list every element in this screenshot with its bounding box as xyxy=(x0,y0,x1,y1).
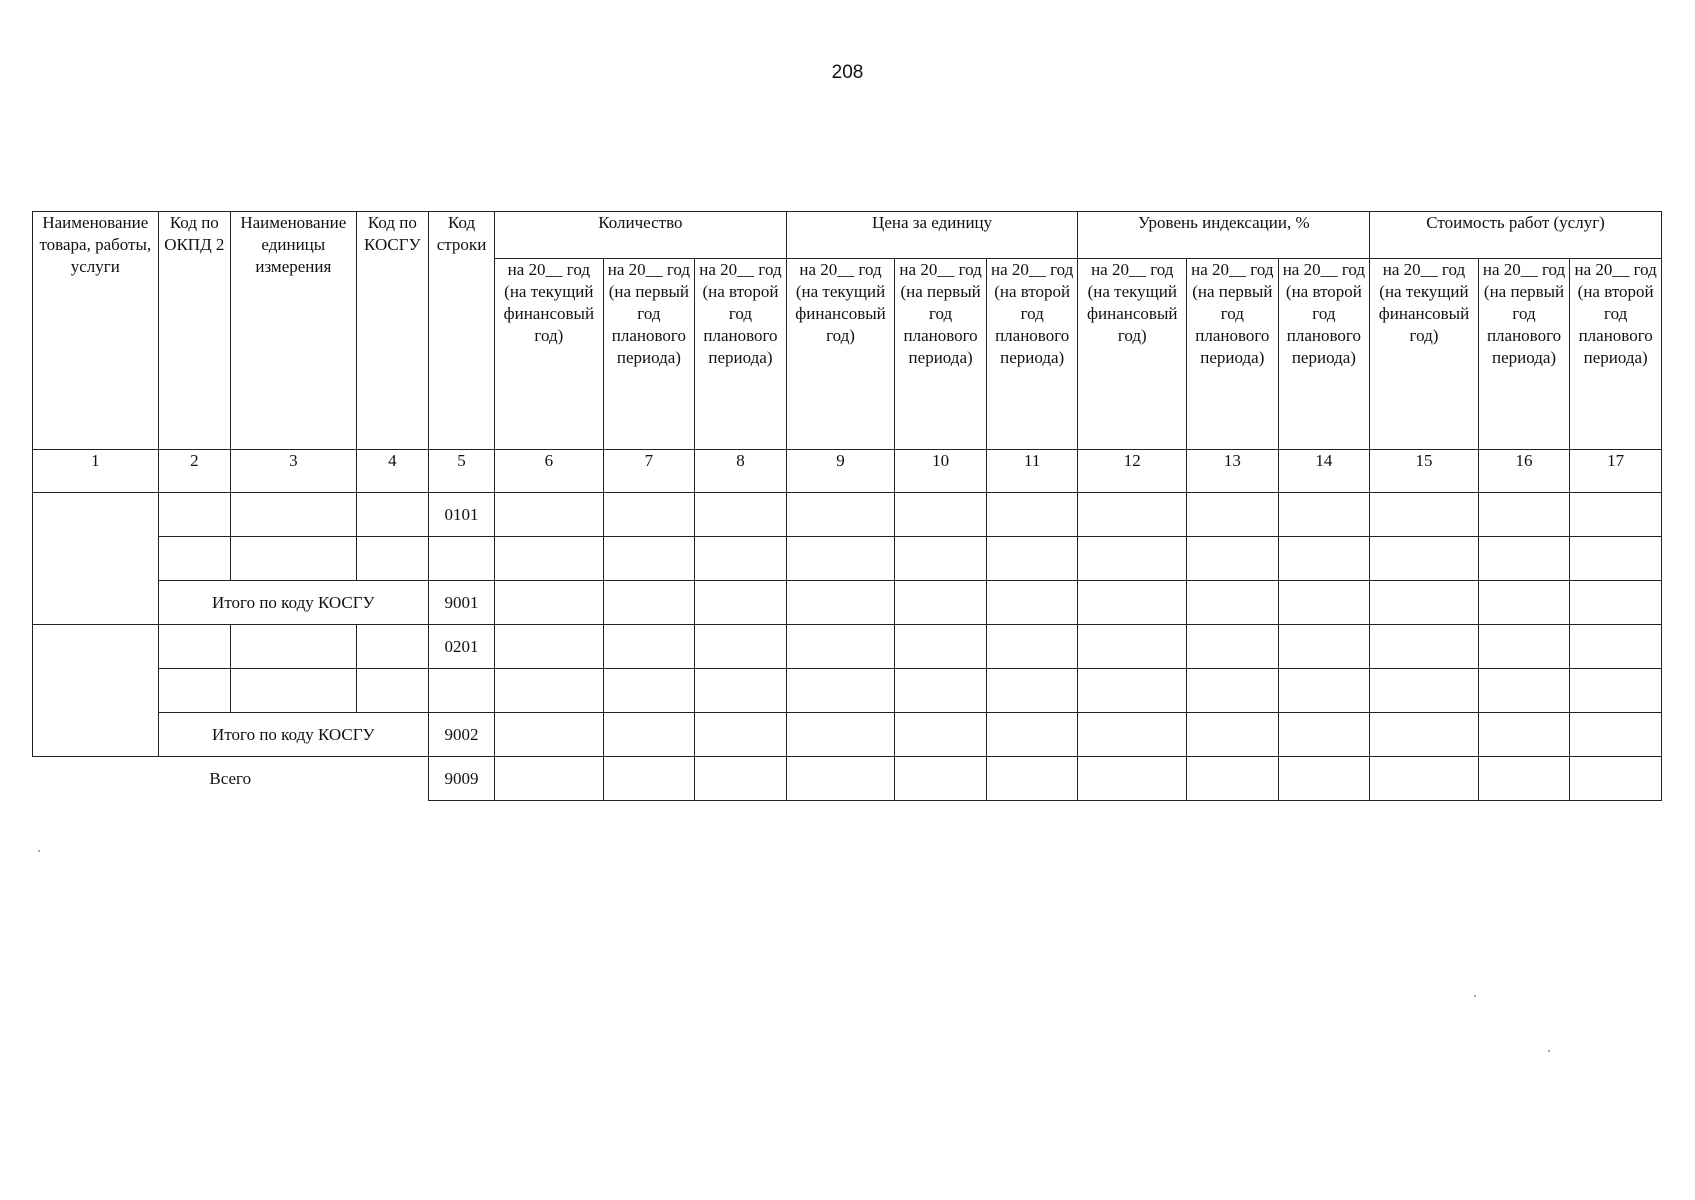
header-period-first: на 20__ год (на первый год планового периода) xyxy=(1478,259,1570,450)
header-name: Наименование товара, работы, услуги xyxy=(33,212,159,450)
value-cell xyxy=(1078,493,1187,537)
value-cell xyxy=(1570,493,1662,537)
value-cell xyxy=(1370,493,1479,537)
value-cell xyxy=(495,669,604,713)
value-cell xyxy=(695,625,787,669)
value-cell xyxy=(695,537,787,581)
row-code xyxy=(429,669,495,713)
unit-cell xyxy=(231,669,357,713)
header-row-code: Код строки xyxy=(429,212,495,450)
value-cell xyxy=(895,537,987,581)
row-code: 9001 xyxy=(429,581,495,625)
column-number: 17 xyxy=(1570,450,1662,493)
value-cell xyxy=(495,713,604,757)
unit-cell xyxy=(231,493,357,537)
value-cell xyxy=(1570,625,1662,669)
subtotal-label: Итого по коду КОСГУ xyxy=(158,713,428,757)
value-cell xyxy=(1078,625,1187,669)
value-cell xyxy=(1187,713,1279,757)
table-row xyxy=(33,669,1662,713)
value-cell xyxy=(603,625,695,669)
column-number: 4 xyxy=(356,450,428,493)
column-number: 13 xyxy=(1187,450,1279,493)
value-cell xyxy=(695,757,787,801)
row-code: 9009 xyxy=(429,757,495,801)
header-unit: Наименование единицы измерения xyxy=(231,212,357,450)
grand-total-row xyxy=(33,757,1662,801)
value-cell xyxy=(895,625,987,669)
value-cell xyxy=(986,713,1078,757)
column-number: 3 xyxy=(231,450,357,493)
value-cell xyxy=(495,757,604,801)
value-cell xyxy=(1570,713,1662,757)
header-period-second: на 20__ год (на второй год планового периода) xyxy=(695,259,787,450)
value-cell xyxy=(1478,581,1570,625)
value-cell xyxy=(1370,713,1479,757)
value-cell xyxy=(1278,581,1370,625)
subtotal-row xyxy=(33,713,1662,757)
value-cell xyxy=(695,713,787,757)
value-cell xyxy=(1187,757,1279,801)
column-number: 11 xyxy=(986,450,1078,493)
column-number: 6 xyxy=(495,450,604,493)
value-cell xyxy=(495,537,604,581)
row-code: 9002 xyxy=(429,713,495,757)
okpd2-cell xyxy=(158,493,230,537)
column-number: 8 xyxy=(695,450,787,493)
grand-total-label: Всего xyxy=(209,768,252,788)
column-number: 2 xyxy=(158,450,230,493)
value-cell xyxy=(986,537,1078,581)
value-cell xyxy=(1187,625,1279,669)
header-period-current: на 20__ год (на текущий финансовый год) xyxy=(1370,259,1479,450)
value-cell xyxy=(895,581,987,625)
value-cell xyxy=(1278,493,1370,537)
header-period-current: на 20__ год (на текущий финансовый год) xyxy=(1078,259,1187,450)
okpd2-cell xyxy=(158,669,230,713)
table-row xyxy=(33,537,1662,581)
value-cell xyxy=(1078,581,1187,625)
value-cell xyxy=(1278,625,1370,669)
value-cell xyxy=(786,493,895,537)
value-cell xyxy=(1478,625,1570,669)
value-cell xyxy=(1078,669,1187,713)
column-number: 12 xyxy=(1078,450,1187,493)
value-cell xyxy=(786,537,895,581)
value-cell xyxy=(1078,537,1187,581)
item-name-cell xyxy=(33,493,159,625)
scan-speck xyxy=(38,850,40,852)
value-cell xyxy=(786,581,895,625)
header-period-first: на 20__ год (на первый год планового периода) xyxy=(603,259,695,450)
value-cell xyxy=(1478,757,1570,801)
header-okpd2: Код по ОКПД 2 xyxy=(158,212,230,450)
value-cell xyxy=(1078,713,1187,757)
item-name-cell xyxy=(33,625,159,757)
column-numbers-row xyxy=(33,450,1662,493)
value-cell xyxy=(1370,581,1479,625)
value-cell xyxy=(1478,713,1570,757)
unit-cell xyxy=(231,625,357,669)
value-cell xyxy=(1187,537,1279,581)
header-row-groups xyxy=(33,212,1662,259)
header-period-second: на 20__ год (на второй год планового периода) xyxy=(1570,259,1662,450)
kosgu-cell xyxy=(356,493,428,537)
column-number: 15 xyxy=(1370,450,1479,493)
value-cell xyxy=(1278,757,1370,801)
value-cell xyxy=(603,713,695,757)
value-cell xyxy=(1370,537,1479,581)
column-number: 7 xyxy=(603,450,695,493)
value-cell xyxy=(986,581,1078,625)
value-cell xyxy=(495,493,604,537)
value-cell xyxy=(603,537,695,581)
column-number: 1 xyxy=(33,450,159,493)
unit-cell xyxy=(231,537,357,581)
value-cell xyxy=(1370,625,1479,669)
header-period-first: на 20__ год (на первый год планового периода) xyxy=(1187,259,1279,450)
subtotal-label: Итого по коду КОСГУ xyxy=(158,581,428,625)
value-cell xyxy=(1078,757,1187,801)
scan-speck xyxy=(1474,995,1476,997)
value-cell xyxy=(895,713,987,757)
kosgu-cell xyxy=(356,537,428,581)
value-cell xyxy=(1370,757,1479,801)
value-cell xyxy=(986,757,1078,801)
header-group-cost: Стоимость работ (услуг) xyxy=(1370,212,1662,259)
value-cell xyxy=(895,493,987,537)
value-cell xyxy=(786,713,895,757)
value-cell xyxy=(1478,537,1570,581)
value-cell xyxy=(495,581,604,625)
header-period-current: на 20__ год (на текущий финансовый год) xyxy=(495,259,604,450)
column-number: 10 xyxy=(895,450,987,493)
value-cell xyxy=(1570,581,1662,625)
kosgu-cell xyxy=(356,625,428,669)
header-period-second: на 20__ год (на второй год планового периода) xyxy=(1278,259,1370,450)
header-period-first: на 20__ год (на первый год планового периода) xyxy=(895,259,987,450)
column-number: 14 xyxy=(1278,450,1370,493)
header-kosgu: Код по КОСГУ xyxy=(356,212,428,450)
value-cell xyxy=(1278,713,1370,757)
column-number: 5 xyxy=(429,450,495,493)
value-cell xyxy=(1478,493,1570,537)
column-number: 9 xyxy=(786,450,895,493)
value-cell xyxy=(1187,581,1279,625)
table-row xyxy=(33,493,1662,537)
value-cell xyxy=(895,757,987,801)
subtotal-row xyxy=(33,581,1662,625)
row-code: 0101 xyxy=(429,493,495,537)
value-cell xyxy=(1187,493,1279,537)
value-cell xyxy=(986,493,1078,537)
page-number: 208 xyxy=(831,62,864,83)
value-cell xyxy=(603,581,695,625)
header-period-current: на 20__ год (на текущий финансовый год) xyxy=(786,259,895,450)
value-cell xyxy=(603,493,695,537)
row-code: 0201 xyxy=(429,625,495,669)
value-cell xyxy=(695,493,787,537)
header-period-second: на 20__ год (на второй год планового периода) xyxy=(986,259,1078,450)
value-cell xyxy=(495,625,604,669)
value-cell xyxy=(695,669,787,713)
value-cell xyxy=(603,757,695,801)
value-cell xyxy=(1478,669,1570,713)
value-cell xyxy=(695,581,787,625)
value-cell xyxy=(1278,669,1370,713)
value-cell xyxy=(786,757,895,801)
header-group-unit-price: Цена за единицу xyxy=(786,212,1078,259)
value-cell xyxy=(786,625,895,669)
row-code xyxy=(429,537,495,581)
header-group-quantity: Количество xyxy=(495,212,787,259)
value-cell xyxy=(986,669,1078,713)
value-cell xyxy=(1570,537,1662,581)
okpd2-cell xyxy=(158,537,230,581)
header-group-indexation: Уровень индексации, % xyxy=(1078,212,1370,259)
scan-speck xyxy=(1548,1050,1550,1052)
value-cell xyxy=(986,625,1078,669)
column-number: 16 xyxy=(1478,450,1570,493)
value-cell xyxy=(895,669,987,713)
value-cell xyxy=(1570,669,1662,713)
table-row xyxy=(33,625,1662,669)
budget-table xyxy=(32,211,1662,801)
okpd2-cell xyxy=(158,625,230,669)
value-cell xyxy=(1570,757,1662,801)
value-cell xyxy=(1187,669,1279,713)
value-cell xyxy=(1370,669,1479,713)
value-cell xyxy=(603,669,695,713)
value-cell xyxy=(786,669,895,713)
kosgu-cell xyxy=(356,669,428,713)
value-cell xyxy=(1278,537,1370,581)
